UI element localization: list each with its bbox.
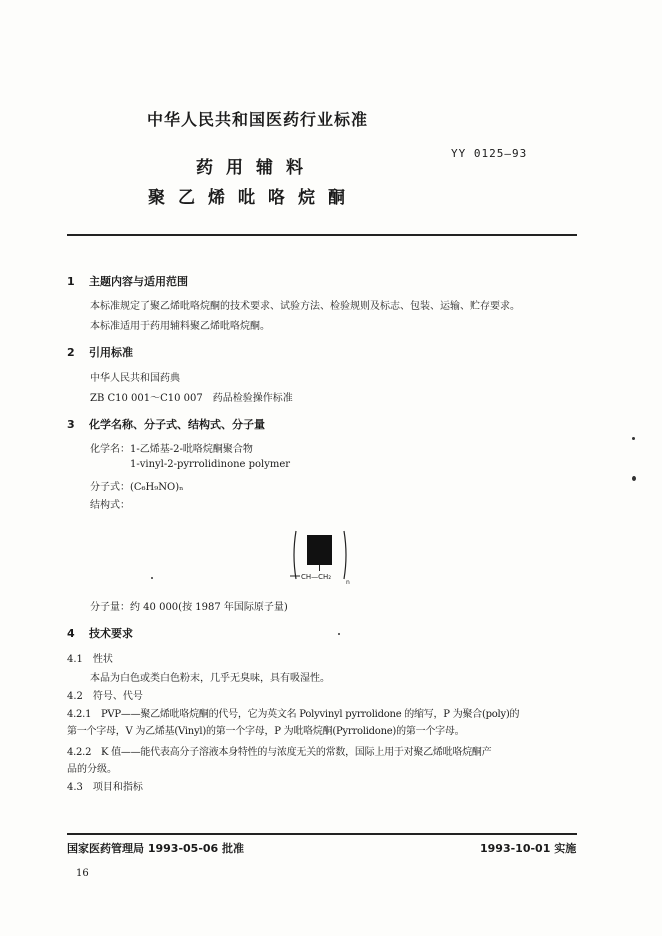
scan-speck	[151, 577, 153, 579]
section-4-1-heading: 4.1 性状	[67, 654, 113, 665]
section-2-heading: 2 引用标准	[67, 346, 133, 359]
section-1-para-2: 本标准适用于药用辅料聚乙烯吡咯烷酮。	[90, 321, 270, 332]
page-number: 16	[76, 868, 89, 879]
molecular-weight: 分子量：约 40 000(按 1987 年国际原子量)	[90, 602, 288, 613]
chemical-name-english: 1-vinyl-2-pyrrolidinone polymer	[130, 459, 291, 470]
footer-rule	[67, 833, 577, 835]
structural-formula	[290, 527, 350, 587]
section-4-1-text: 本品为白色或类白色粉末，几乎无臭味，具有吸湿性。	[90, 673, 330, 684]
right-bracket	[344, 531, 346, 579]
approval-date: 国家医药管理局 1993-05-06 批准	[67, 842, 245, 855]
scan-speck	[632, 476, 636, 481]
title-line-1: 药用辅料	[196, 158, 316, 178]
repeat-subscript: n	[346, 579, 350, 586]
top-rule	[67, 234, 577, 236]
structure-label: 结构式：	[90, 500, 130, 511]
section-2-para-2: ZB C10 001～C10 007 药品检验操作标准	[90, 393, 293, 404]
standard-category: 中华人民共和国医药行业标准	[147, 110, 369, 129]
chain-label: CH—CH₂	[301, 573, 332, 581]
section-4-2-1-line-1: 4.2.1 PVP——聚乙烯吡咯烷酮的代号，它为英文名 Polyvinyl pyrrolidone 的缩写，P 为聚合(poly)的	[67, 709, 520, 720]
section-4-2-2-line-2: 品的分级。	[67, 764, 117, 775]
molecular-formula: 分子式：(C₆H₉NO)ₙ	[90, 482, 184, 493]
scan-speck	[338, 633, 340, 635]
section-4-3-heading: 4.3 项目和指标	[67, 782, 143, 793]
implementation-date: 1993-10-01 实施	[480, 842, 577, 855]
section-4-2-1-line-2: 第一个字母，V 为乙烯基(Vinyl)的第一个字母，P 为吡咯烷酮(Pyrrolidone)的第一个字母。	[67, 726, 465, 737]
chemical-name: 化学名：1-乙烯基-2-吡咯烷酮聚合物	[90, 444, 253, 455]
scan-speck	[632, 437, 635, 440]
pyrrolidone-ring-block	[307, 535, 332, 565]
section-2-para-1: 中华人民共和国药典	[90, 373, 180, 384]
section-1-para-1: 本标准规定了聚乙烯吡咯烷酮的技术要求、试验方法、检验规则及标志、包装、运输、贮存要求。	[90, 301, 520, 312]
section-3-heading: 3 化学名称、分子式、结构式、分子量	[67, 418, 265, 431]
section-4-heading: 4 技术要求	[67, 627, 133, 640]
section-4-2-2-line-1: 4.2.2 K 值——能代表高分子溶液本身特性的与浓度无关的常数，国际上用于对聚乙烯吡咯烷酮产	[67, 747, 492, 758]
section-1-heading: 1 主题内容与适用范围	[67, 275, 188, 288]
left-bracket	[294, 531, 296, 579]
section-4-2-heading: 4.2 符号、代号	[67, 691, 143, 702]
title-line-2: 聚乙烯吡咯烷酮	[148, 188, 358, 208]
doc-number: YY 0125—93	[451, 147, 528, 160]
